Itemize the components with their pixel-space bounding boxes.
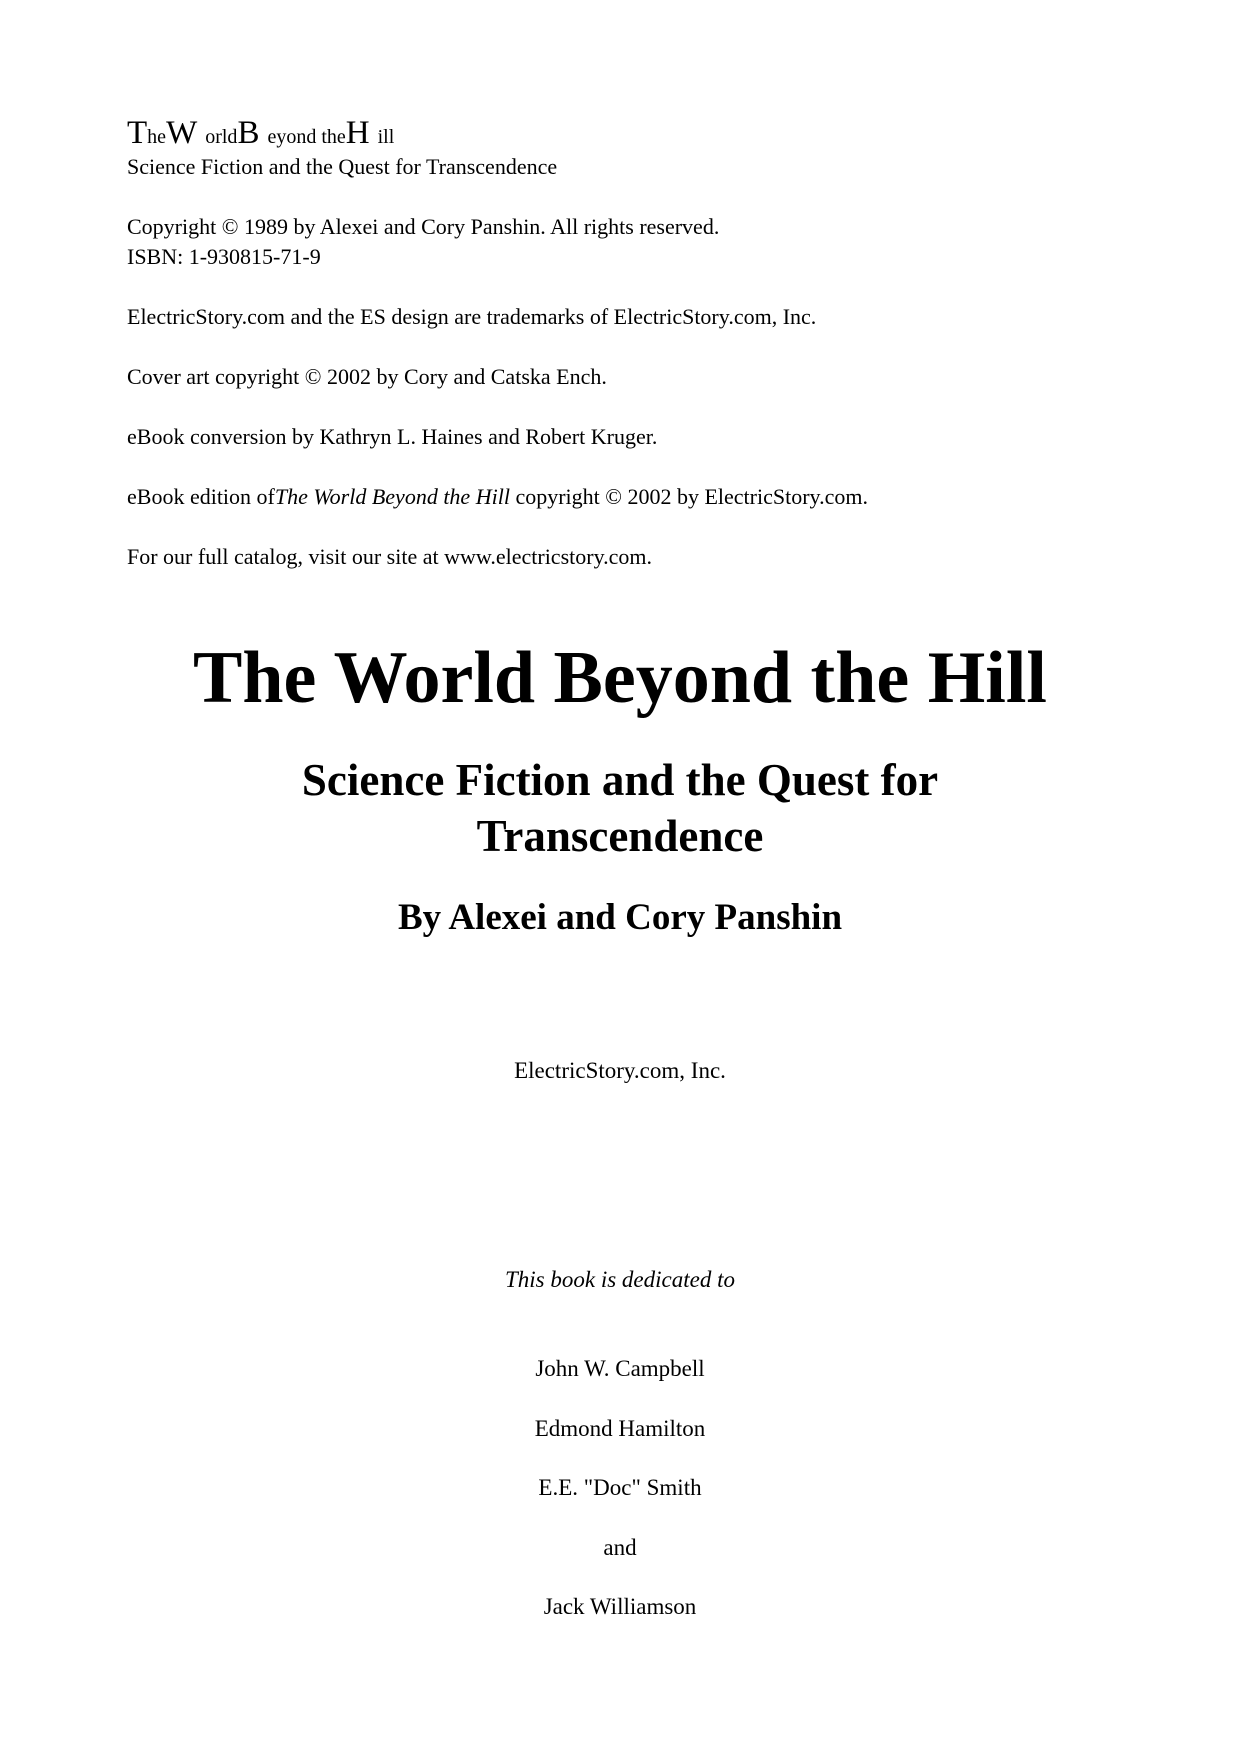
book-title: The World Beyond the Hill (193, 637, 1047, 719)
dedication-intro: This book is dedicated to (505, 1267, 735, 1292)
author-byline: By Alexei and Cory Panshin (397, 897, 843, 938)
edition-line (127, 482, 1127, 512)
title-rest-b: eyond the (267, 126, 346, 148)
edition-book-title: The World Beyond the Hill (274, 484, 510, 509)
title-rest-h: ill (377, 126, 395, 148)
isbn-line: ISBN: 1-930815-71-9 (127, 244, 321, 269)
title-initial-h: H (345, 115, 370, 151)
conversion-line: eBook conversion by Kathryn L. Haines and Robert Kruger. (127, 424, 658, 449)
book-subtitle-line-1: Science Fiction and the Quest for (301, 755, 939, 805)
catalog-line: For our full catalog, visit our site at www.electricstory.com. (127, 544, 653, 569)
title-initial-b: B (237, 115, 260, 151)
book-subtitle (0, 752, 1240, 864)
copyright-block (127, 115, 1127, 572)
dedication-list (0, 1354, 1240, 1652)
title-initial-w: W (166, 115, 198, 151)
cover-art-line: Cover art copyright © 2002 by Cory and Catska Ench. (127, 364, 607, 389)
title-rest-t: he (147, 126, 167, 148)
dedicatee: Jack Williamson (543, 1594, 697, 1619)
publisher-name: ElectricStory.com, Inc. (514, 1058, 726, 1083)
running-title (127, 115, 1127, 152)
title-rest-w: orld (205, 126, 238, 148)
title-initial-t: T (127, 115, 148, 151)
book-subtitle-line-2: Transcendence (476, 811, 764, 861)
copyright-line: Copyright © 1989 by Alexei and Cory Panshin. All rights reserved. (127, 214, 720, 239)
dedicatee: E.E. "Doc" Smith (538, 1475, 702, 1500)
edition-prefix: eBook edition of (127, 484, 275, 509)
dedication-conjunction: and (603, 1534, 637, 1560)
dedicatee: John W. Campbell (535, 1356, 705, 1381)
trademark-line: ElectricStory.com and the ES design are trademarks of ElectricStory.com, Inc. (127, 304, 817, 329)
running-subtitle: Science Fiction and the Quest for Transcendence (127, 154, 558, 179)
dedicatee: Edmond Hamilton (534, 1415, 706, 1441)
edition-suffix: copyright © 2002 by ElectricStory.com. (509, 484, 868, 509)
